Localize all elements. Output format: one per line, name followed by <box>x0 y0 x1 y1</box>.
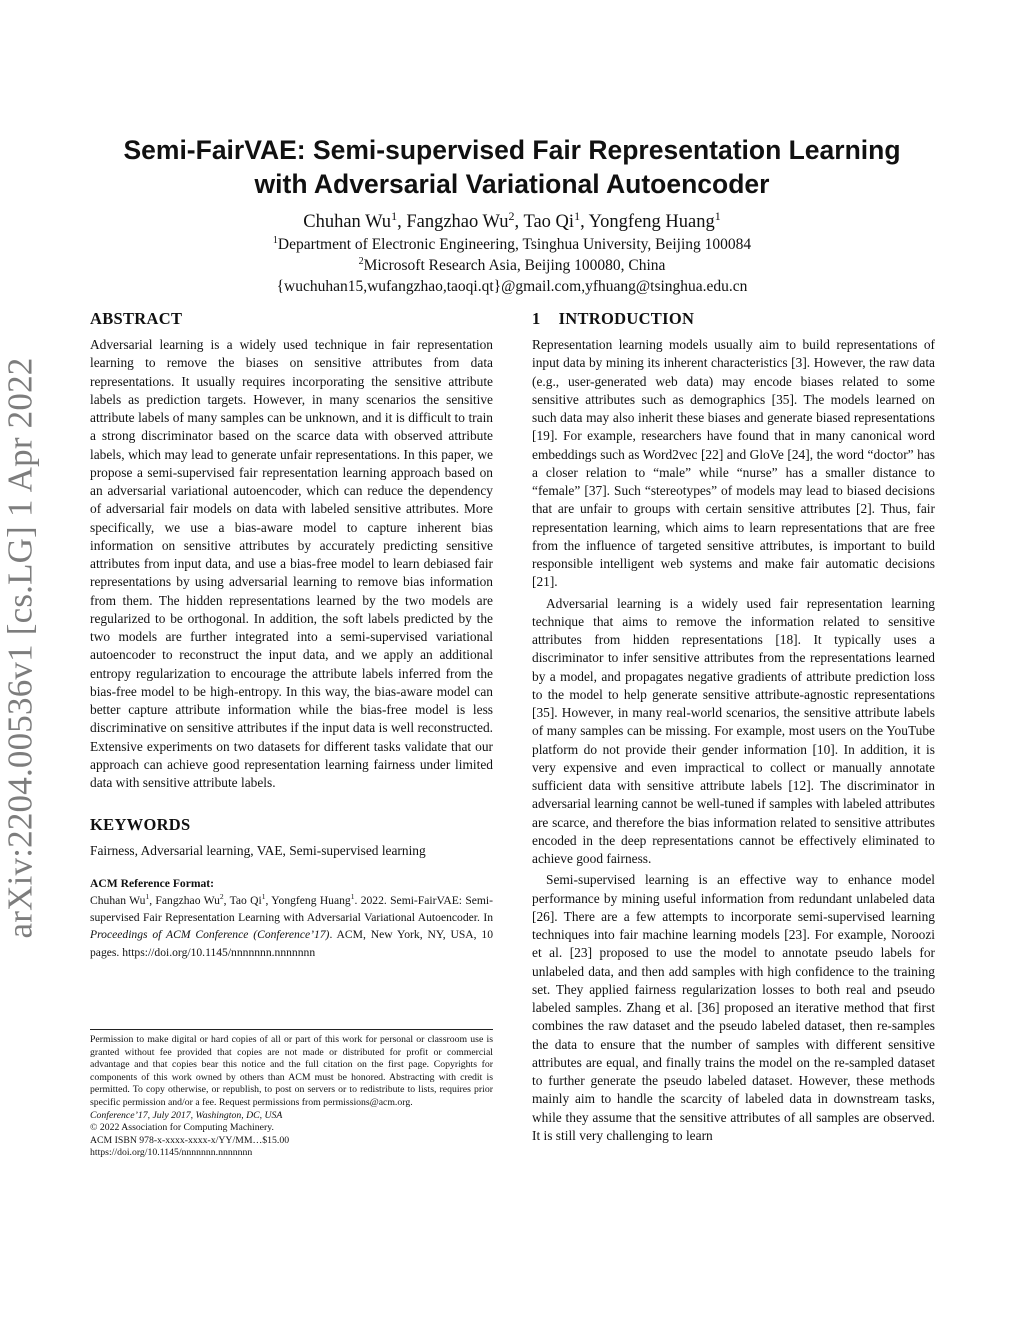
acm-reference-text: Chuhan Wu$^1$, Fangzhao Wu$^2$, Tao Qi$^1$, Yongfeng Huang$^1$. 2022. Semi-FairVAE: Semi-supervised Fair Representation Learning with Adversarial Variational Autoencoder. In Proceedings of ACM Conference (Conference’17). ACM, New York, NY, USA, 10 pages. https://doi.org/10.1145/nnnnnnn.nnnnnnn <box>90 891 494 959</box>
introduction-paragraph: Representation learning models usually aim to build representations of input data by mining its inherent characteristics [3]. However, the raw data (e.g., user-generated web data) may encode biases related to some sensitive attributes such as demographics [35]. The models learned on such data may also inherit these biases and generate biased representations [19]. For example, researchers have found that in many canonical word embeddings such as Word2vec [22] and GloVe [24], the word “doctor” has a closer relation to “male” while “nurse” has a smaller distance to “female” [37]. Such “stereotypes” of models may lead to biased decisions that are unfair to groups with certain sensitive attributes [2]. Thus, fair representation learning, which aims to learn representations that are free from the influence of targeted sensitive attributes, is important to build responsible intelligent web systems and make fair automatic decisions [21]. <box>532 337 935 590</box>
arxiv-identifier <box>0 357 40 938</box>
author-affiliation-marker: 1 <box>391 208 398 223</box>
introduction-paragraph: Adversarial learning is a widely used fair representation learning technique that aims to remove the information related to sensitive attributes from hidden representations [18]. It typically uses a discriminator to infer sensitive attributes from the representations learned by a model, and propagates negative gradients of attribute prediction loss to the model to help generate sensitive attribute-agnostic representations [35]. However, in many real-world scenarios, the sensitive attribute labels of many samples can be missing. For example, most users on the YouTube platform do not provide their gender information [10]. In addition, it is very expensive and even impractical to collect or manually annotate sufficient data with sensitive attribute labels [12]. The discriminator in adversarial learning cannot be well-tuned if samples with labeled attributes are scarce, and therefore the bias information related to sensitive attributes encoded in the deep representations cannot be effectively eliminated to achieve good fairness. <box>532 595 935 866</box>
author-emails: {wuchuhan15,wufangzhao,taoqi.qt}@gmail.com,yfhuang@tsinghua.edu.cn <box>276 278 748 295</box>
permission-divider <box>90 1029 493 1030</box>
author-name: Yongfeng Huang <box>588 212 715 232</box>
acm-reference-proceedings: Proceedings of ACM Conference (Conference’17) <box>90 928 330 942</box>
author-name: Tao Qi <box>523 212 575 232</box>
paper-title <box>80 133 944 201</box>
section-number: 1 <box>532 309 541 328</box>
paper-title-line-2: with Adversarial Variational Autoencoder <box>254 169 770 199</box>
acm-reference-format <box>90 876 493 962</box>
author-affiliation-marker: 1 <box>574 208 581 223</box>
acm-reference-heading: ACM Reference Format: <box>90 876 215 890</box>
permission-notice <box>90 1034 493 1160</box>
author-name: Chuhan Wu <box>303 212 392 232</box>
conference-info: Conference’17, July 2017, Washington, DC, USA <box>90 1109 283 1121</box>
abstract-text: Adversarial learning is a widely used technique in fair representation learning to remove the biases on sensitive attributes from data representations. It usually requires incorporating the sensitive attribute labels as prediction targets. However, in many scenarios the sensitive attribute labels of many samples can be unknown, and it is difficult to train a strong discriminator based on the scarce data with observed attribute labels, which may lead to generate unfair representations. In this paper, we propose a semi-supervised fair representation learning approach based on an adversarial variational autoencoder, which can reduce the dependency of adversarial fair models on data with labeled sensitive attributes. More specifically, we use a bias-aware model to capture inherent bias information on sensitive attributes by accurately predicting sensitive attributes from input data, and use a bias-free model to learn debiased fair representations by using adversarial learning to remove bias information from them. The hidden representations learned by the two models are regularized to be orthogonal. In addition, the soft labels predicted by the two models are further integrated into a semi-supervised variational autoencoder to reconstruct the input data, and we apply an additional entropy regularization to encourage the attribute labels inferred from the bias-free model to be high-entropy. In this way, the bias-aware model can better capture attribute information while the bias-free model is less discriminative on sensitive attributes if the input data is well reconstructed. Extensive experiments on two datasets for different tasks validate that our approach can achieve good representation learning fairness under limited data with sensitive attribute labels. <box>90 337 493 790</box>
affiliation-marker: 1 <box>272 234 278 246</box>
introduction-heading <box>532 308 935 330</box>
author-name: Fangzhao Wu <box>406 212 509 232</box>
doi-line: https://doi.org/10.1145/nnnnnnn.nnnnnnn <box>90 1147 253 1159</box>
right-column <box>532 308 935 1145</box>
author-affiliation-marker: 2 <box>508 208 515 223</box>
affiliation-marker: 2 <box>358 255 364 267</box>
arxiv-identifier-text: arXiv:2204.00536v1 [cs.LG] 1 Apr 2022 <box>0 357 39 938</box>
introduction-paragraph: Semi-supervised learning is an effective way to enhance model performance by mining useful information from redundant unlabeled data [26]. There are a few attempts to incorporate semi-supervised learning techniques into fair machine learning models [23]. For example, Noroozi et al. [23] proposed to use the model to annotate pseudo labels for unlabeled data, and then add samples with high confidence to the training set. They applied fairness regularization losses to both real and pseudo labeled samples. Zhang et al. [36] proposed an iterative method that first combines the raw dataset and the pseudo labeled dataset, then re-samples the data to ensure that the number of samples with different sensitive attributes are equal, and finally trains the model on the re-sampled dataset to further generate the pseudo labeled dataset. However, these methods mainly aim to handle the scarcity of labeled data in downstream tasks, while they assume that the sensitive attributes of all samples are observed. It is still very challenging to learn <box>532 872 935 1143</box>
affiliation-text: Department of Electronic Engineering, Tsinghua University, Beijing 100084 <box>277 236 752 253</box>
permission-text: Permission to make digital or hard copies of all or part of this work for personal or classroom use is granted without fee provided that copies are not made or distributed for profit or commercial advantage and that copies bear this notice and the full citation on the first page. Copyrights for components of this work owned by others than ACM must be honored. Abstracting with credit is permitted. To copy otherwise, or republish, to post on servers or to redistribute to lists, requires prior specific permission and/or a fee. Request permissions from permissions@acm.org. <box>90 1034 493 1108</box>
affiliation-1 <box>80 235 944 255</box>
section-title: INTRODUCTION <box>558 309 695 328</box>
affiliation-text: Microsoft Research Asia, Beijing 100080, China <box>363 257 666 274</box>
author-list: Chuhan Wu$^1$, Fangzhao Wu$^2$, Tao Qi$^1$, Yongfeng Huang$^1$ <box>303 208 721 232</box>
left-column <box>90 308 493 961</box>
keywords-text: Fairness, Adversarial learning, VAE, Semi-supervised learning <box>90 843 426 859</box>
copyright-line: © 2022 Association for Computing Machinery. <box>90 1122 274 1134</box>
abstract-heading: ABSTRACT <box>90 309 183 328</box>
author-affiliation-marker: 1 <box>714 208 721 223</box>
affiliation-2 <box>80 256 944 276</box>
isbn-line: ACM ISBN 978-x-xxxx-xxxx-x/YY/MM…$15.00 <box>90 1134 290 1146</box>
paper-title-line-1: Semi-FairVAE: Semi-supervised Fair Representation Learning <box>123 135 901 165</box>
keywords-heading: KEYWORDS <box>90 815 191 835</box>
